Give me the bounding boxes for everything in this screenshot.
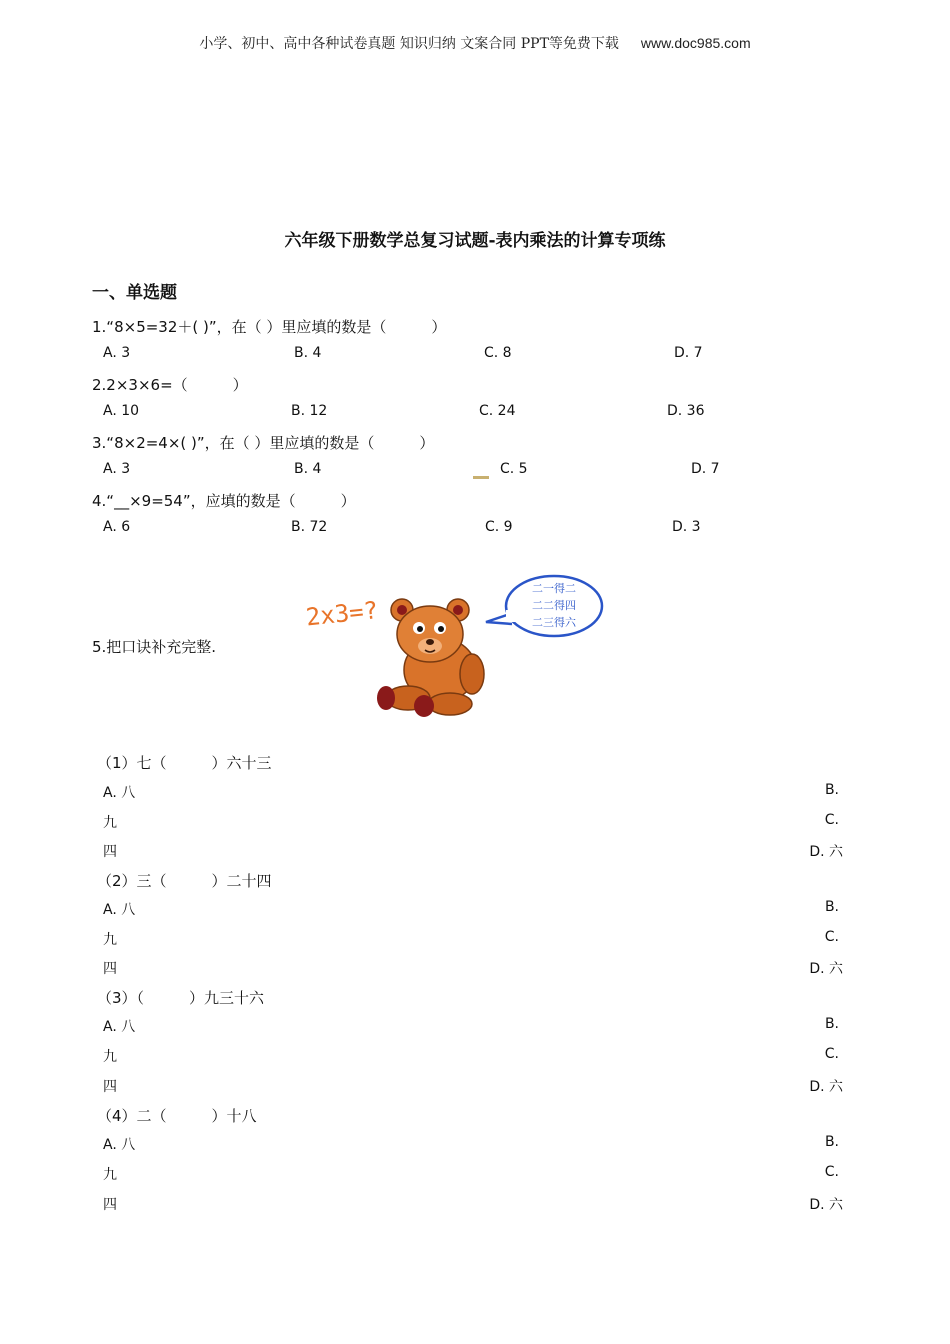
- question-1-option-b: B. 4: [294, 345, 322, 361]
- question-2-option-c: C. 24: [479, 403, 516, 419]
- section-heading: 一、单选题: [92, 283, 177, 303]
- sub-4-option-a: A. 八: [103, 1137, 136, 1153]
- bubble-line-2: 二二得四: [532, 599, 576, 612]
- sub-1-stem: （1）七（ ）六十三: [97, 754, 272, 772]
- sub-2-option-b: B.: [824, 899, 839, 915]
- question-4-option-c: C. 9: [485, 519, 513, 535]
- highlight-mark: [473, 476, 489, 479]
- question-1-option-a: A. 3: [103, 345, 131, 361]
- sub-3-option-b: B.: [824, 1016, 839, 1032]
- bubble-line-3: 二三得六: [532, 616, 576, 629]
- question-2-option-b: B. 12: [291, 403, 328, 419]
- sub-1-option-c-value: 四: [103, 844, 117, 860]
- question-4-option-b: B. 72: [291, 519, 328, 535]
- question-3-option-b: B. 4: [294, 461, 322, 477]
- sub-1-option-c: C.: [824, 812, 839, 828]
- header-text: 小学、初中、高中各种试卷真题 知识归纳 文案合同 PPT等免费下载: [199, 36, 619, 52]
- sub-3-option-c: C.: [824, 1046, 839, 1062]
- sub-2-option-c: C.: [824, 929, 839, 945]
- speech-bubble: [486, 576, 602, 636]
- question-1-option-d: D. 7: [674, 345, 703, 361]
- sub-2-stem: （2）三（ ）二十四: [97, 872, 272, 890]
- question-4-option-d: D. 3: [672, 519, 701, 535]
- question-3-option-d: D. 7: [691, 461, 720, 477]
- sub-3-option-b-value: 九: [103, 1049, 117, 1065]
- sub-3-option-c-value: 四: [103, 1079, 117, 1095]
- sub-4-option-d: D. 六: [809, 1197, 843, 1213]
- header-site: www.doc985.com: [640, 35, 751, 51]
- question-1-stem: 1.“8×5=32＋( )”，在（ ）里应填的数是（ ）: [92, 318, 447, 336]
- sub-4-option-c: C.: [824, 1164, 839, 1180]
- sub-3-option-d: D. 六: [809, 1079, 843, 1095]
- question-3-option-c: C. 5: [500, 461, 528, 477]
- teddy-bear-illustration: [300, 570, 610, 720]
- sub-4-option-b-value: 九: [103, 1167, 117, 1183]
- sub-2-option-b-value: 九: [103, 932, 117, 948]
- page-header: [0, 33, 950, 53]
- question-2-stem: 2.2×3×6=（ ）: [92, 376, 248, 394]
- question-4-option-a: A. 6: [103, 519, 131, 535]
- document-title: 六年级下册数学总复习试题-表内乘法的计算专项练: [284, 231, 666, 251]
- sub-2-option-a: A. 八: [103, 902, 136, 918]
- sub-1-option-d: D. 六: [809, 844, 843, 860]
- sub-1-option-a: A. 八: [103, 785, 136, 801]
- formula-label: 2x3=?: [304, 596, 380, 632]
- bubble-line-1: 二一得二: [532, 582, 576, 595]
- sub-4-option-c-value: 四: [103, 1197, 117, 1213]
- question-3-option-a: A. 3: [103, 461, 131, 477]
- sub-3-option-a: A. 八: [103, 1019, 136, 1035]
- bear-icon: [377, 599, 484, 717]
- question-2-option-d: D. 36: [667, 403, 705, 419]
- sub-2-option-d: D. 六: [809, 961, 843, 977]
- sub-1-option-b-value: 九: [103, 815, 117, 831]
- sub-3-stem: （3）（ ）九三十六: [97, 989, 265, 1007]
- question-1-option-c: C. 8: [484, 345, 512, 361]
- sub-4-option-b: B.: [824, 1134, 839, 1150]
- sub-2-option-c-value: 四: [103, 961, 117, 977]
- question-4-stem: 4.“__×9=54”，应填的数是（ ）: [92, 492, 356, 510]
- question-2-option-a: A. 10: [103, 403, 140, 419]
- question-5-stem: 5.把口诀补充完整.: [92, 638, 217, 656]
- sub-1-option-b: B.: [824, 782, 839, 798]
- sub-4-stem: （4）二（ ）十八: [97, 1107, 257, 1125]
- question-3-stem: 3.“8×2=4×( )”，在（ ）里应填的数是（ ）: [92, 434, 435, 452]
